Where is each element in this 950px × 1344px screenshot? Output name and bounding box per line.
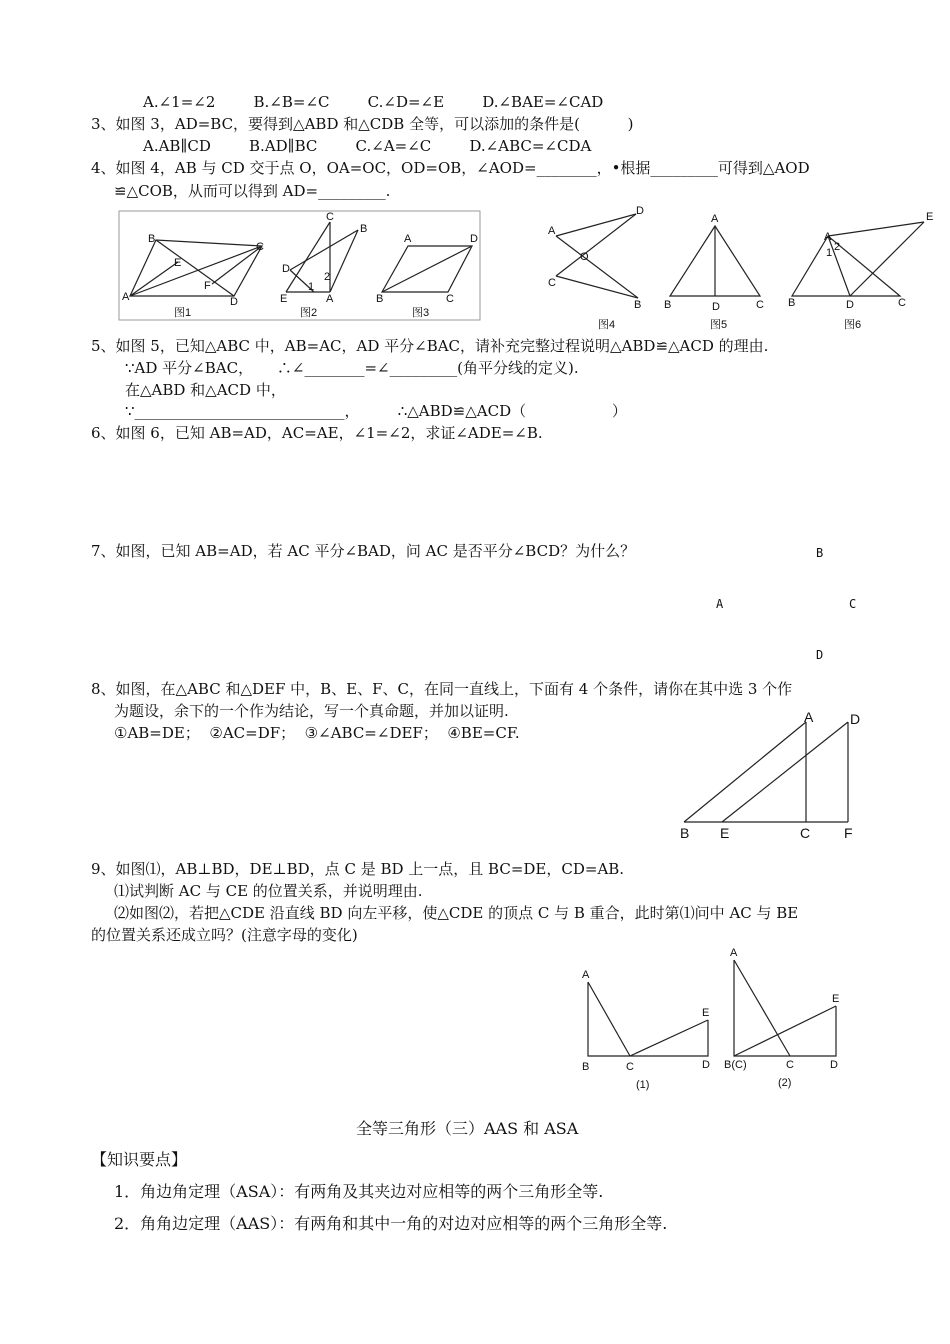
section-title: 全等三角形（三）AAS 和 ASA bbox=[356, 1119, 579, 1138]
svg-text:B: B bbox=[664, 299, 672, 311]
svg-text:C: C bbox=[256, 241, 264, 253]
svg-text:B: B bbox=[148, 233, 156, 245]
svg-text:B(C): B(C) bbox=[724, 1059, 747, 1071]
svg-text:O: O bbox=[580, 251, 589, 263]
svg-text:C: C bbox=[446, 293, 454, 305]
svg-text:E: E bbox=[702, 1007, 710, 1019]
svg-text:B: B bbox=[680, 825, 690, 841]
svg-text:C: C bbox=[800, 825, 811, 841]
svg-text:D: D bbox=[636, 205, 644, 217]
q5-line1: 5、如图 5，已知△ABC 中，AB=AC，AD 平分∠BAC，请补充完整过程说明△ABD≌△ACD 的理由. bbox=[91, 337, 769, 355]
svg-text:D: D bbox=[230, 296, 238, 308]
svg-text:2: 2 bbox=[834, 241, 841, 253]
svg-text:C: C bbox=[626, 1061, 634, 1073]
svg-text:C: C bbox=[786, 1059, 794, 1071]
svg-text:E: E bbox=[280, 293, 288, 305]
svg-text:C: C bbox=[548, 277, 556, 289]
figure-5 bbox=[660, 210, 772, 334]
svg-text:1: 1 bbox=[308, 281, 315, 293]
fig6-caption: 图6 bbox=[844, 319, 862, 331]
svg-text:A: A bbox=[730, 947, 738, 959]
q8-line3: ①AB=DE； ②AC=DF； ③∠ABC=∠DEF； ④BE=CF. bbox=[114, 724, 520, 742]
q5-line4: ∵____________________________， ∴△ABD≌△ACD（ ） bbox=[125, 402, 627, 420]
fig9-1-caption: (1) bbox=[636, 1079, 650, 1091]
svg-text:D: D bbox=[850, 711, 861, 727]
svg-text:D: D bbox=[470, 233, 478, 245]
figure-8 bbox=[676, 708, 866, 844]
svg-text:B: B bbox=[376, 293, 384, 305]
svg-text:A: A bbox=[122, 291, 130, 303]
knowledge-item-2: 2．角角边定理（AAS）：有两角和其中一角的对边对应相等的两个三角形全等. bbox=[114, 1214, 668, 1233]
figure-6 bbox=[782, 206, 942, 334]
q5-line3: 在△ABD 和△ACD 中， bbox=[125, 381, 286, 399]
svg-text:D: D bbox=[282, 263, 290, 275]
svg-text:B: B bbox=[788, 297, 796, 309]
q7-label-a: A bbox=[716, 597, 724, 611]
svg-text:A: A bbox=[711, 213, 719, 225]
q9-line1: 9、如图⑴，AB⊥BD，DE⊥BD，点 C 是 BD 上一点，且 BC=DE，CD=AB. bbox=[91, 860, 625, 878]
svg-text:C: C bbox=[756, 299, 764, 311]
q7-label-c: C bbox=[849, 597, 857, 611]
figure-9-2 bbox=[722, 940, 862, 1090]
svg-text:C: C bbox=[326, 211, 334, 223]
figure-4 bbox=[540, 200, 652, 334]
svg-text:A: A bbox=[804, 709, 814, 725]
figure-2-diagram bbox=[280, 211, 367, 305]
svg-text:A: A bbox=[824, 231, 832, 243]
knowledge-item-1: 1．角边角定理（ASA）：有两角及其夹边对应相等的两个三角形全等. bbox=[114, 1182, 604, 1201]
q9-line2: ⑴试判断 AC 与 CE 的位置关系，并说明理由. bbox=[114, 882, 423, 900]
svg-text:D: D bbox=[702, 1059, 710, 1071]
svg-text:A: A bbox=[404, 233, 412, 245]
knowledge-heading: 【知识要点】 bbox=[91, 1150, 188, 1169]
svg-text:F: F bbox=[204, 280, 211, 292]
figure-9-1 bbox=[576, 960, 716, 1094]
fig1-caption: 图1 bbox=[174, 307, 192, 319]
svg-text:B: B bbox=[634, 299, 642, 311]
svg-text:A: A bbox=[582, 969, 590, 981]
fig2-caption: 图2 bbox=[300, 307, 318, 319]
q7-text: 7、如图，已知 AB=AD，若 AC 平分∠BAD，问 AC 是否平分∠BCD？为什么？ bbox=[91, 542, 636, 560]
q7-label-d: D bbox=[816, 648, 824, 662]
svg-text:F: F bbox=[844, 825, 853, 841]
svg-text:2: 2 bbox=[324, 271, 331, 283]
q4-line2: ≌△COB，从而可以得到 AD=_________. bbox=[114, 182, 391, 200]
svg-text:D: D bbox=[830, 1059, 838, 1071]
q2-options: A.∠1=∠2 B.∠B=∠C C.∠D=∠E D.∠BAE=∠CAD bbox=[143, 93, 604, 111]
svg-text:E: E bbox=[720, 825, 730, 841]
q8-line1: 8、如图，在△ABC 和△DEF 中，B、E、F、C，在同一直线上，下面有 4 个条件，请你在其中选 3 个作 bbox=[91, 680, 793, 698]
svg-text:E: E bbox=[832, 993, 840, 1005]
svg-text:B: B bbox=[582, 1061, 590, 1073]
svg-text:B: B bbox=[360, 223, 368, 235]
q7-label-b: B bbox=[816, 546, 824, 560]
svg-text:A: A bbox=[548, 225, 556, 237]
svg-text:E: E bbox=[174, 257, 182, 269]
q8-line2: 为题设，余下的一个作为结论，写一个真命题，并加以证明. bbox=[114, 702, 509, 720]
svg-text:A: A bbox=[326, 293, 334, 305]
fig3-caption: 图3 bbox=[412, 307, 430, 319]
figure-1-diagram bbox=[122, 233, 264, 308]
svg-text:C: C bbox=[898, 297, 906, 309]
q3-options: A.AB∥CD B.AD∥BC C.∠A=∠C D.∠ABC=∠CDA bbox=[143, 137, 592, 155]
fig4-caption: 图4 bbox=[598, 319, 616, 331]
svg-text:D: D bbox=[846, 299, 854, 311]
fig5-caption: 图5 bbox=[710, 319, 728, 331]
fig9-2-caption: (2) bbox=[778, 1077, 792, 1089]
q3-text: 3、如图 3，AD=BC，要得到△ABD 和△CDB 全等，可以添加的条件是( ) bbox=[91, 115, 634, 133]
q5-line2: ∵AD 平分∠BAC， ∴∠________=∠_________(角平分线的定义). bbox=[125, 359, 579, 377]
svg-text:D: D bbox=[712, 301, 720, 313]
q6-text: 6、如图 6，已知 AB=AD，AC=AE，∠1=∠2，求证∠ADE=∠B. bbox=[91, 424, 543, 442]
svg-text:1: 1 bbox=[826, 247, 833, 259]
figure-3-diagram bbox=[376, 233, 478, 305]
q4-line1: 4、如图 4，AB 与 CD 交于点 O，OA=OC，OD=OB，∠AOD=________，•根据_________可得到△AOD bbox=[91, 159, 810, 177]
q9-line3: ⑵如图⑵，若把△CDE 沿直线 BD 向左平移，使△CDE 的顶点 C 与 B 重合，此时第⑴问中 AC 与 BE bbox=[114, 904, 799, 922]
svg-text:E: E bbox=[926, 211, 934, 223]
q9-line4: 的位置关系还成立吗？(注意字母的变化) bbox=[91, 926, 358, 944]
figures-1-3 bbox=[118, 210, 482, 322]
